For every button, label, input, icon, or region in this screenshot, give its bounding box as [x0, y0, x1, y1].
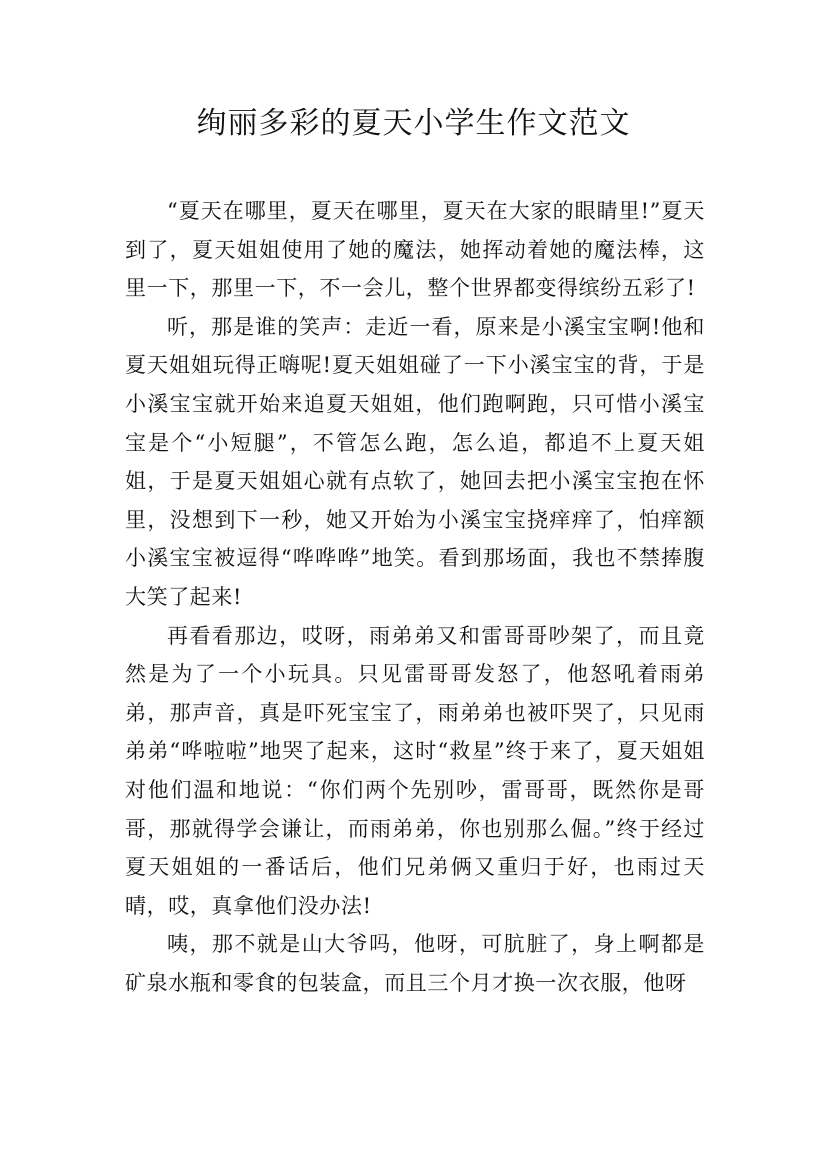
paragraph: “夏天在哪里，夏天在哪里，夏天在大家的眼睛里!”夏天到了，夏天姐姐使用了她的魔法，她挥动着她的魔法棒，这里一下，那里一下，不一会儿，整个世界都变得缤纷五彩了!: [125, 199, 705, 301]
paragraph: 再看看那边，哎呀，雨弟弟又和雷哥哥吵架了，而且竟然是为了一个小玩具。只见雷哥哥发怒了，他怒吼着雨弟弟，那声音，真是吓死宝宝了，雨弟弟也被吓哭了，只见雨弟弟“哗啦啦”地哭了起来，这时“救星”终于来了，夏天姐姐对他们温和地说：“你们两个先别吵，雷哥哥，既然你是哥哥，那就得学会谦让，而雨弟弟，你也别那么倔。”终于经过夏天姐姐的一番话后，他们兄弟俩又重归于好，也雨过天晴，哎，真拿他们没办法!: [125, 623, 705, 918]
paragraph: 咦，那不就是山大爷吗，他呀，可肮脏了，身上啊都是矿泉水瓶和零食的包装盒，而且三个月才换一次衣服，他呀: [125, 932, 705, 995]
paragraph: 听，那是谁的笑声：走近一看，原来是小溪宝宝啊!他和夏天姐姐玩得正嗨呢!夏天姐姐碰了一下小溪宝宝的背，于是小溪宝宝就开始来追夏天姐姐，他们跑啊跑，只可惜小溪宝宝是个“小短腿”，不管怎么跑，怎么追，都追不上夏天姐姐，于是夏天姐姐心就有点软了，她回去把小溪宝宝抱在怀里，没想到下一秒，她又开始为小溪宝宝挠痒痒了，怕痒额小溪宝宝被逗得“哗哗哗”地笑。看到那场面，我也不禁捧腹大笑了起来!: [125, 314, 705, 609]
document-body: [125, 192, 705, 1002]
document-title: 绚丽多彩的夏天小学生作文范文: [196, 106, 631, 141]
